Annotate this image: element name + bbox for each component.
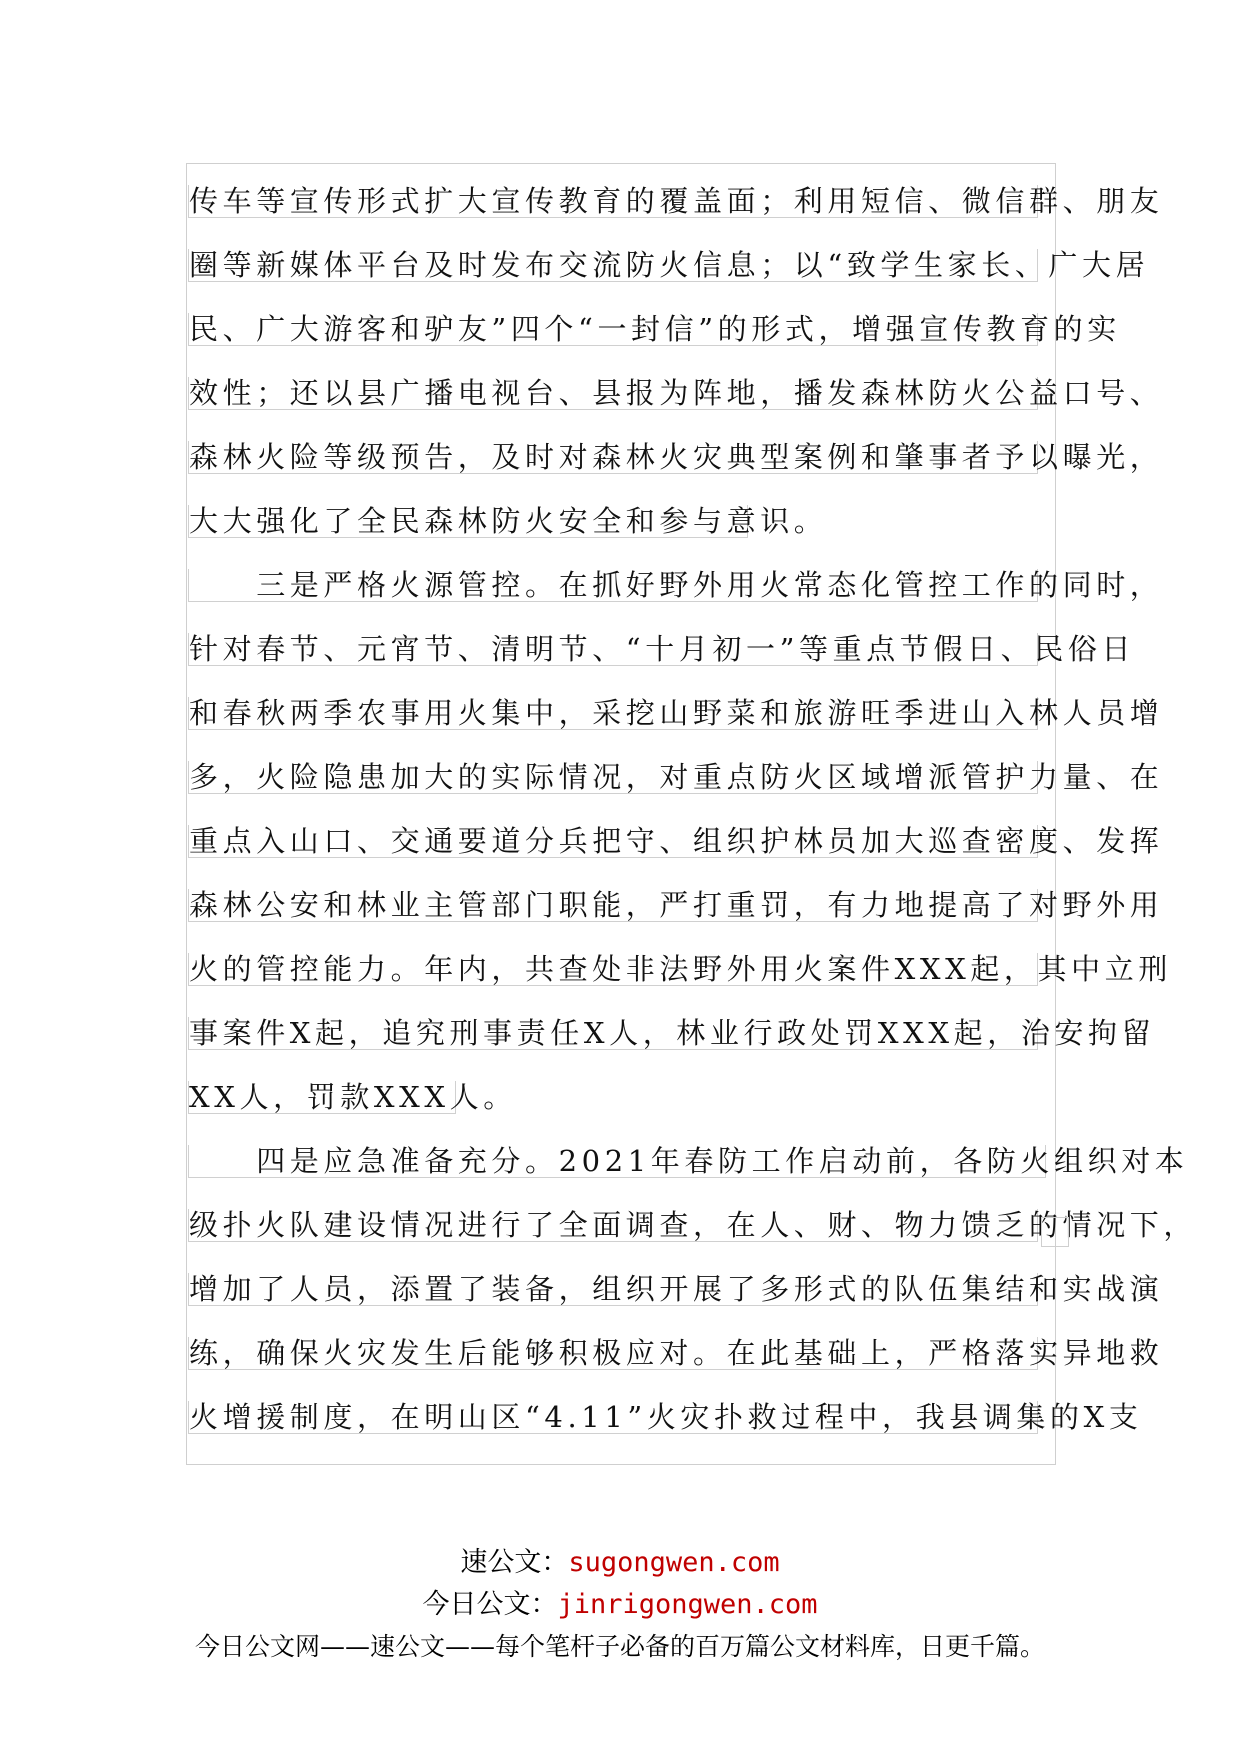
- page-frame: [186, 163, 1198, 1465]
- body-line-19: 练，确保火灾发生后能够积极应对。在此基础上，严格落实异地救: [189, 1336, 1164, 1370]
- body-line-6: 大大强化了全民森林防火安全和参与意识。: [189, 504, 828, 538]
- line-overflow-box: [1041, 1217, 1069, 1247]
- body-line-18: 增加了人员，添置了装备，组织开展了多形式的队伍集结和实战演: [189, 1272, 1164, 1306]
- body-line-12: 森林公安和林业主管部门职能，严打重罚，有力地提高了对野外用: [189, 888, 1164, 922]
- body-line-11: 重点入山口、交通要道分兵把守、组织护林员加大巡查密度、发挥: [189, 824, 1164, 858]
- footer-tagline: 今日公文网——速公文——每个笔杆子必备的百万篇公文材料库，日更千篇。: [194, 1632, 1045, 1661]
- sugongwen-link[interactable]: sugongwen.com: [568, 1547, 780, 1578]
- body-line-8: 针对春节、元宵节、清明节、“十月初一”等重点节假日、民俗日: [189, 632, 1136, 666]
- body-line-13: 火的管控能力。年内，共查处非法野外用火案件XXX起，其中立刑: [189, 952, 1172, 986]
- body-line-14: 事案件X起，追究刑事责任X人，林业行政处罚XXX起，治安拘留: [189, 1016, 1156, 1050]
- body-line-9: 和春秋两季农事用火集中，采挖山野菜和旅游旺季进山入林人员增: [189, 696, 1164, 730]
- body-line-7: 三是严格火源管控。在抓好野外用火常态化管控工作的同时，: [189, 568, 1164, 602]
- footer-label-1: 速公文：: [460, 1547, 569, 1578]
- footer-jinrigongwen: [0, 1582, 1240, 1621]
- body-line-1: 传车等宣传形式扩大宣传教育的覆盖面；利用短信、微信群、朋友: [189, 184, 1164, 218]
- body-line-20: 火增援制度，在明山区“4.11”火灾扑救过程中，我县调集的X支: [189, 1400, 1143, 1434]
- jinrigongwen-link[interactable]: jinrigongwen.com: [557, 1589, 818, 1620]
- body-line-2: 圈等新媒体平台及时发布交流防火信息；以“致学生家长、广大居: [189, 248, 1150, 282]
- body-line-10: 多，火险隐患加大的实际情况，对重点防火区域增派管护力量、在: [189, 760, 1164, 794]
- body-line-3: 民、广大游客和驴友”四个“一封信”的形式，增强宣传教育的实: [189, 312, 1121, 346]
- body-line-17: 级扑火队建设情况进行了全面调查，在人、财、物力馈乏的情况下，: [189, 1208, 1198, 1242]
- footer-sugongwen: [0, 1540, 1240, 1579]
- body-line-16: 四是应急准备充分。2021年春防工作启动前，各防火组织对本: [189, 1144, 1189, 1178]
- body-line-15: XX人，罚款XXX人。: [189, 1080, 517, 1114]
- body-line-4: 效性；还以县广播电视台、县报为阵地，播发森林防火公益口号、: [189, 376, 1164, 410]
- body-line-5: 森林火险等级预告，及时对森林火灾典型案例和肇事者予以曝光，: [189, 440, 1164, 474]
- footer-label-2: 今日公文：: [422, 1589, 558, 1620]
